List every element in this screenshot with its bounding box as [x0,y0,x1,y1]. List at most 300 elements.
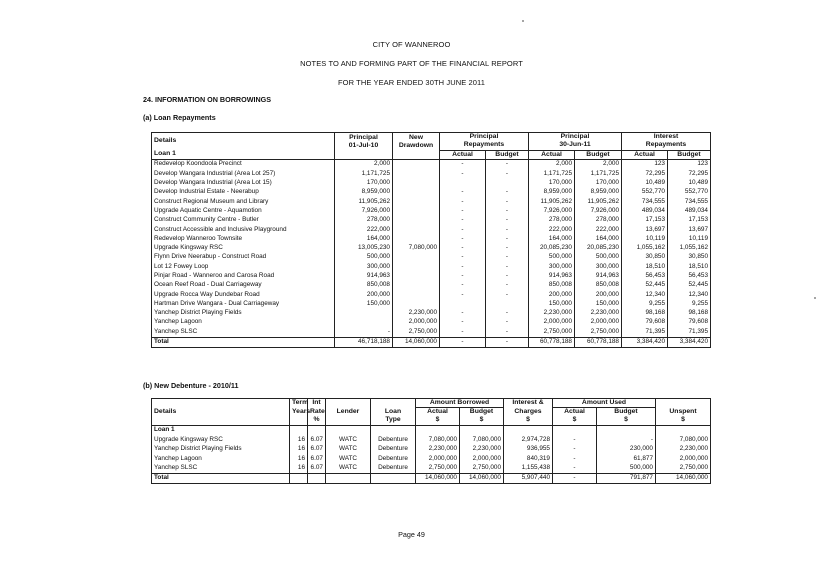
loan-cell-pb: 278,000 [575,216,622,225]
deb-dollar-5: $ [597,417,656,426]
table-row [152,454,711,463]
loan-cell-ra: - [440,206,486,215]
loan-cell-p: - [335,327,393,337]
loan-cell-rb: - [486,272,529,281]
loan-cell-pa: 170,000 [529,179,575,188]
loan-cell-ra [440,299,486,308]
loan-cell-d: Yanchep SLSC [154,327,198,335]
loan-cell-pb: 2,750,000 [575,327,622,337]
col-principal-date: 01-Jul-10 [335,142,393,151]
debenture-cell-r: 6.07 [308,445,326,454]
loan-cell-ib: 10,119 [668,234,711,243]
loan-cell-rb: - [486,281,529,290]
deb-col-amount-borrowed: Amount Borrowed [416,399,504,408]
loan-cell-p: 7,926,000 [335,206,393,215]
loan-cell-ra: - [440,197,486,206]
loan-cell-ib: 13,697 [668,225,711,234]
col-interest-repayments: Repayments [622,142,711,151]
debenture-cell-bb: 7,080,000 [460,435,504,444]
debenture-total-bb: 14,060,000 [460,473,504,483]
loan-cell-ia: 489,034 [622,206,668,215]
loan-cell-pa: 500,000 [529,253,575,262]
loan-cell-n: 7,080,000 [393,244,440,253]
loan-cell-n [393,253,440,262]
total-row [152,337,711,347]
loan-cell-ib: 98,168 [668,309,711,318]
loan-cell-pb: 8,959,000 [575,188,622,197]
loan-cell-pb: 150,000 [575,299,622,308]
loan-cell-pb: 300,000 [575,262,622,271]
loan-cell-d: Redevelop Wanneroo Townsite [154,234,243,242]
loan-cell-ib: 79,608 [668,318,711,327]
loan-cell-p [335,318,393,327]
deb-col-years: Years [290,408,308,417]
loan-cell-ia: 10,489 [622,179,668,188]
loan-cell-ia: 9,255 [622,299,668,308]
debenture-cell-l: WATC [326,445,371,454]
loan-cell-d: Construct Community Centre - Butler [154,216,259,224]
debenture-cell-ub: 500,000 [597,464,656,474]
loan-cell-n [393,160,440,170]
loan-cell-ib: 17,153 [668,216,711,225]
deb-dollar-3: $ [504,417,553,426]
loan-repayments-table [151,132,711,348]
table-row [152,188,711,197]
loan-cell-pb: 222,000 [575,225,622,234]
loan-total-n: 14,060,000 [393,337,440,347]
loan-cell-p: 13,005,230 [335,244,393,253]
debenture-group-label: Loan 1 [152,426,290,436]
loan-cell-p [335,309,393,318]
loan-cell-pa: 2,000 [529,160,575,170]
debenture-cell-bb: 2,230,000 [460,445,504,454]
loan-cell-rb: - [486,234,529,243]
loan-cell-pb: 7,926,000 [575,206,622,215]
debenture-cell-lt: Debenture [371,454,416,463]
loan-cell-pb: 500,000 [575,253,622,262]
debenture-cell-un: 2,230,000 [656,445,711,454]
table-row [152,309,711,318]
loan-cell-ib: 734,555 [668,197,711,206]
section-a-title: (a) Loan Repayments [143,113,216,122]
deb-col-pct: % [308,417,326,426]
total-row [152,473,711,483]
loan-cell-ia: 123 [622,160,668,170]
loan-cell-d: Develop Wangara Industrial (Area Lot 15) [154,179,272,187]
table-row [152,234,711,243]
loan-cell-ra: - [440,216,486,225]
loan-cell-ia: 10,119 [622,234,668,243]
loan-cell-ia: 13,697 [622,225,668,234]
loan-cell-pa: 2,000,000 [529,318,575,327]
debenture-cell-ua: - [553,435,597,444]
loan-cell-ia: 71,395 [622,327,668,337]
loan-cell-d: Upgrade Aquatic Centre - Aquamotion [154,206,262,214]
table-row [152,318,711,327]
loan-cell-pa: 300,000 [529,262,575,271]
loan-cell-pa: 278,000 [529,216,575,225]
loan-cell-pb: 2,000,000 [575,318,622,327]
loan-cell-pb: 850,008 [575,281,622,290]
debenture-total-ic: 5,907,440 [504,473,553,483]
col-details: Details [154,137,177,145]
org-title: CITY OF WANNEROO [372,40,451,49]
debenture-cell-r: 6.07 [308,464,326,474]
loan-cell-ia: 56,453 [622,272,668,281]
debenture-cell-ba: 2,230,000 [416,445,460,454]
loan-cell-n [393,262,440,271]
col-p30-budget: Budget [575,151,622,160]
loan-total-ib: 3,384,420 [668,337,711,347]
debenture-cell-ic: 840,319 [504,454,553,463]
loan-cell-pa: 20,085,230 [529,244,575,253]
loan-cell-d: Yanchep District Playing Fields [154,309,242,317]
debenture-total-ub: 791,877 [597,473,656,483]
table-row [152,435,711,444]
loan-cell-ra: - [440,234,486,243]
loan-cell-pa: 150,000 [529,299,575,308]
loan-cell-ra: - [440,188,486,197]
deb-col-used-actual: Actual [553,408,597,417]
debenture-cell-ic: 2,974,728 [504,435,553,444]
loan-cell-n [393,179,440,188]
loan-cell-n [393,290,440,299]
table-row [152,206,711,215]
loan-cell-ra: - [440,327,486,337]
loan-cell-n [393,234,440,243]
loan-cell-rb: - [486,216,529,225]
loan-cell-rb: - [486,318,529,327]
loan-cell-d: Flynn Drive Neerabup - Construct Road [154,253,267,261]
loan-cell-d: Upgrade Kingsway RSC [154,244,223,252]
debenture-cell-ba: 2,000,000 [416,454,460,463]
loan-cell-d: Ocean Reef Road - Dual Carriageway [154,281,262,289]
loan-cell-ra: - [440,160,486,170]
deb-col-charges: Charges [504,408,553,417]
table-row [152,272,711,281]
group-row [152,426,711,436]
loan-cell-ra [440,179,486,188]
debenture-cell-ic: 1,155,438 [504,464,553,474]
loan-cell-ib: 552,770 [668,188,711,197]
debenture-cell-lt: Debenture [371,445,416,454]
loan-cell-d: Pinjar Road - Wanneroo and Carosa Road [154,272,275,279]
loan-cell-rb: - [486,197,529,206]
loan-cell-ib: 18,510 [668,262,711,271]
debenture-cell-l: WATC [326,454,371,463]
table-row [152,327,711,337]
deb-col-term: Term [290,399,308,408]
debenture-cell-ua: - [553,445,597,454]
deb-col-actual: Actual [416,408,460,417]
scan-speck [814,297,816,299]
col-int-budget: Budget [668,151,711,160]
col-repayments: Repayments [440,142,529,151]
loan-cell-p: 914,963 [335,272,393,281]
loan-cell-rb: - [486,327,529,337]
table-row [152,244,711,253]
period-title: FOR THE YEAR ENDED 30TH JUNE 2011 [337,78,486,87]
loan-cell-ra: - [440,262,486,271]
loan-cell-pa: 200,000 [529,290,575,299]
col-principal-30: Principal [529,133,622,142]
loan-cell-pa: 2,230,000 [529,309,575,318]
debenture-cell-t: 16 [290,464,308,474]
col-rep-budget: Budget [486,151,529,160]
debenture-cell-r: 6.07 [308,454,326,463]
col-new: New [393,133,440,142]
deb-col-interest-and: Interest & [504,399,553,408]
debenture-cell-t: 16 [290,445,308,454]
loan-cell-rb: - [486,206,529,215]
debenture-cell-un: 7,080,000 [656,435,711,444]
debenture-cell-ic: 936,955 [504,445,553,454]
debenture-cell-ba: 7,080,000 [416,435,460,444]
loan-cell-ia: 79,608 [622,318,668,327]
table-row [152,290,711,299]
loan-cell-pa: 2,750,000 [529,327,575,337]
loan-cell-pb: 20,085,230 [575,244,622,253]
loan-cell-ia: 17,153 [622,216,668,225]
loan-cell-n [393,281,440,290]
loan-cell-p: 8,959,000 [335,188,393,197]
loan-cell-ia: 12,340 [622,290,668,299]
loan-cell-n: 2,230,000 [393,309,440,318]
loan-cell-rb [486,179,529,188]
debenture-cell-l: WATC [326,464,371,474]
loan-cell-p: 150,000 [335,299,393,308]
table-row [152,262,711,271]
deb-col-unspent: Unspent [656,408,711,417]
loan-cell-pb: 164,000 [575,234,622,243]
debenture-cell-ub: - [597,435,656,444]
col-date-30: 30-Jun-11 [529,142,622,151]
loan-cell-pb: 2,230,000 [575,309,622,318]
loan-cell-ib: 56,453 [668,272,711,281]
table-row [152,179,711,188]
loan-cell-ib: 10,489 [668,179,711,188]
col-p30-actual: Actual [529,151,575,160]
loan-cell-n [393,272,440,281]
loan-cell-rb: - [486,244,529,253]
loan-cell-pa: 222,000 [529,225,575,234]
loan-cell-ra: - [440,244,486,253]
section-title: 24. INFORMATION ON BORROWINGS [143,95,272,104]
loan-cell-n [393,188,440,197]
deb-dollar-1: $ [416,417,460,426]
loan-cell-ia: 552,770 [622,188,668,197]
loan-cell-n [393,225,440,234]
deb-col-lender: Lender [326,399,371,426]
loan-total-d: Total [152,337,335,347]
col-principal: Principal [335,133,393,142]
loan-cell-ib: 52,445 [668,281,711,290]
deb-dollar-4: $ [553,417,597,426]
loan-cell-p: 300,000 [335,262,393,271]
loan-cell-p: 200,000 [335,290,393,299]
loan-cell-ra: - [440,253,486,262]
debenture-cell-bb: 2,000,000 [460,454,504,463]
debenture-cell-lt: Debenture [371,435,416,444]
table-row [152,169,711,178]
loan-cell-ib: 72,295 [668,169,711,178]
table-row [152,253,711,262]
loan-cell-ib: 71,395 [668,327,711,337]
debenture-cell-l: WATC [326,435,371,444]
deb-col-rate: Rate [308,408,326,417]
loan-cell-p: 1,171,725 [335,169,393,178]
loan-cell-p: 500,000 [335,253,393,262]
loan-total-p: 46,718,188 [335,337,393,347]
loan-cell-ra: - [440,309,486,318]
loan-cell-p: 278,000 [335,216,393,225]
col-interest: Interest [622,133,711,142]
loan-cell-rb: - [486,225,529,234]
loan-cell-rb: - [486,169,529,178]
loan-cell-rb: - [486,253,529,262]
debenture-cell-r: 6.07 [308,435,326,444]
debenture-total-ba: 14,060,000 [416,473,460,483]
loan-cell-pa: 850,008 [529,281,575,290]
loan-cell-rb: - [486,262,529,271]
loan-cell-d: Construct Regional Museum and Library [154,197,269,205]
debenture-cell-ub: 61,877 [597,454,656,463]
debenture-total-un: 14,060,000 [656,473,711,483]
notes-title: NOTES TO AND FORMING PART OF THE FINANCIAL REPORT [300,59,523,68]
debenture-cell-un: 2,750,000 [656,464,711,474]
loan-cell-ib: 12,340 [668,290,711,299]
loan-cell-p: 2,000 [335,160,393,170]
loan-cell-pb: 200,000 [575,290,622,299]
debenture-table [151,398,711,484]
loan-cell-p: 850,008 [335,281,393,290]
loan-cell-rb: - [486,290,529,299]
loan-cell-ib: 9,255 [668,299,711,308]
loan-cell-n [393,216,440,225]
loan-cell-ib: 1,055,162 [668,244,711,253]
loan-cell-d: Upgrade Rocca Way Dundebar Road [154,290,260,298]
loan-cell-pa: 11,905,262 [529,197,575,206]
debenture-cell-d: Yanchep District Playing Fields [154,445,242,453]
debenture-cell-bb: 2,750,000 [460,464,504,474]
debenture-total-ua: - [553,473,597,483]
deb-col-loan: Loan [371,408,416,417]
loan-cell-d: Lot 12 Fowey Loop [154,262,209,270]
loan-cell-pa: 914,963 [529,272,575,281]
table-row [152,445,711,454]
table-row [152,281,711,290]
loan-cell-p: 170,000 [335,179,393,188]
loan-cell-p: 11,905,262 [335,197,393,206]
debenture-cell-ua: - [553,464,597,474]
debenture-cell-d: Yanchep Lagoon [154,454,202,462]
loan-cell-p: 222,000 [335,225,393,234]
table-row [152,225,711,234]
loan-cell-d: Develop Industrial Estate - Neerabup [154,188,259,196]
loan-cell-ia: 18,510 [622,262,668,271]
loan-cell-n [393,206,440,215]
loan-cell-rb: - [486,160,529,170]
debenture-cell-d: Yanchep SLSC [154,464,198,472]
loan-total-rb: - [486,337,529,347]
deb-col-int: Int [308,399,326,408]
loan-cell-ib: 489,034 [668,206,711,215]
col-principal-repayments: Principal [440,133,529,142]
loan-cell-ra: - [440,169,486,178]
loan-cell-ia: 98,168 [622,309,668,318]
debenture-cell-d: Upgrade Kingsway RSC [154,435,223,443]
loan-cell-d: Develop Wangara Industrial (Area Lot 257) [154,169,276,177]
loan-cell-ib: 123 [668,160,711,170]
loan-cell-pa: 164,000 [529,234,575,243]
deb-col-budget: Budget [460,408,504,417]
section-b-title: (b) New Debenture - 2010/11 [143,381,239,390]
loan-cell-ib: 30,850 [668,253,711,262]
loan-cell-pb: 11,905,262 [575,197,622,206]
loan-group-label: Loan 1 [152,151,335,160]
loan-cell-ia: 52,445 [622,281,668,290]
col-rep-actual: Actual [440,151,486,160]
table-row [152,299,711,308]
loan-cell-pb: 914,963 [575,272,622,281]
loan-cell-n [393,169,440,178]
loan-cell-d: Yanchep Lagoon [154,318,202,326]
debenture-cell-lt: Debenture [371,464,416,474]
loan-cell-ra: - [440,225,486,234]
loan-cell-rb [486,299,529,308]
loan-cell-rb: - [486,188,529,197]
col-int-actual: Actual [622,151,668,160]
loan-total-ia: 3,384,420 [622,337,668,347]
loan-cell-d: Hartman Drive Wangara - Dual Carriageway [154,299,280,307]
table-row [152,197,711,206]
deb-col-details: Details [154,407,177,415]
page-number: Page 49 [398,530,425,539]
loan-cell-p: 164,000 [335,234,393,243]
deb-col-type: Type [371,417,416,426]
loan-cell-pb: 2,000 [575,160,622,170]
loan-cell-d: Construct Accessible and Inclusive Playground [154,225,287,233]
loan-cell-ia: 72,295 [622,169,668,178]
loan-cell-ra: - [440,272,486,281]
debenture-cell-t: 16 [290,454,308,463]
deb-dollar-6: $ [656,417,711,426]
loan-cell-ra: - [440,318,486,327]
loan-total-ra: - [440,337,486,347]
debenture-total-d: Total [152,473,290,483]
scan-speck [522,20,524,22]
loan-cell-pa: 8,959,000 [529,188,575,197]
loan-cell-pa: 1,171,725 [529,169,575,178]
debenture-cell-ba: 2,750,000 [416,464,460,474]
loan-cell-n: 2,000,000 [393,318,440,327]
loan-total-pa: 60,778,188 [529,337,575,347]
loan-cell-n: 2,750,000 [393,327,440,337]
deb-dollar-2: $ [460,417,504,426]
deb-col-amount-used: Amount Used [553,399,656,408]
debenture-cell-ub: 230,000 [597,445,656,454]
loan-cell-n [393,197,440,206]
col-drawdown: Drawdown [393,142,440,151]
loan-cell-rb: - [486,309,529,318]
loan-cell-ia: 1,055,162 [622,244,668,253]
loan-total-pb: 60,778,188 [575,337,622,347]
loan-cell-d: Redevelop Koondoola Precinct [154,160,242,168]
table-row [152,464,711,474]
loan-cell-ra: - [440,281,486,290]
deb-col-used-budget: Budget [597,408,656,417]
loan-cell-ia: 30,850 [622,253,668,262]
